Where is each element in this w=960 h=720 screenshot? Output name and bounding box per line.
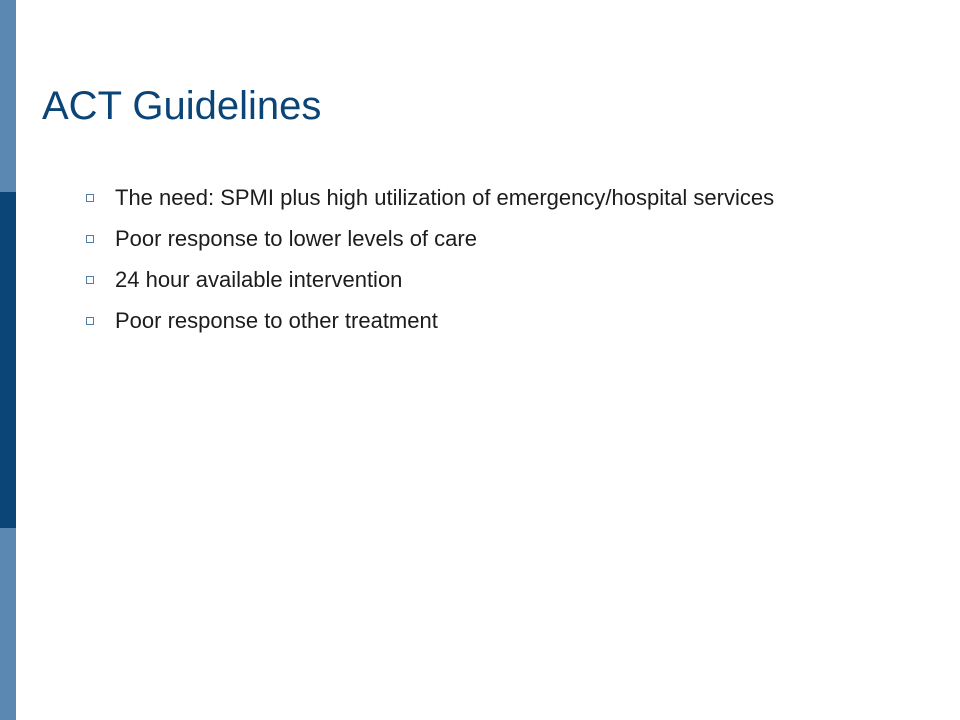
hollow-square-bullet-icon	[86, 317, 94, 325]
bullet-item	[86, 224, 846, 253]
hollow-square-bullet-icon	[86, 194, 94, 202]
hollow-square-bullet-icon	[86, 276, 94, 284]
slide-title: ACT Guidelines	[42, 84, 322, 128]
bullet-item	[86, 183, 846, 212]
bullet-text: Poor response to other treatment	[115, 308, 438, 333]
bullet-item	[86, 306, 846, 335]
bullet-text: The need: SPMI plus high utilization of emergency/hospital services	[115, 185, 775, 210]
hollow-square-bullet-icon	[86, 235, 94, 243]
bullet-item	[86, 265, 846, 294]
bullet-text: Poor response to lower levels of care	[115, 226, 477, 251]
left-accent-bar-middle	[0, 192, 16, 528]
left-accent-bar-top	[0, 0, 16, 192]
left-accent-bar-bottom	[0, 528, 16, 720]
bullet-list	[86, 183, 846, 347]
bullet-text: 24 hour available intervention	[115, 267, 403, 292]
